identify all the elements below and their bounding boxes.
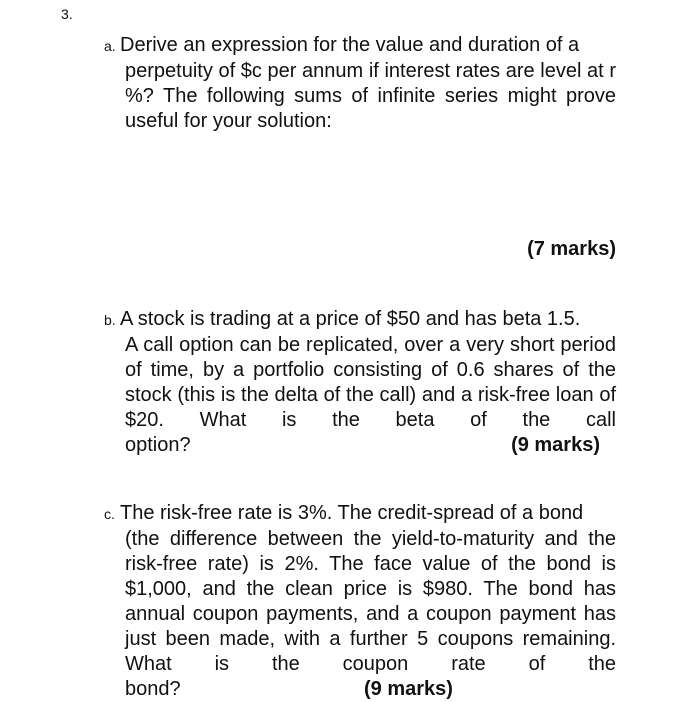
part-a: [104, 33, 616, 134]
part-a-body: perpetuity of $c per annum if interest rates are level at r %? The following sums of infinite series might prove useful for your solution:: [125, 60, 616, 132]
part-c-tail-text: bond?: [125, 678, 181, 700]
part-b: [104, 307, 616, 458]
question-number: 3.: [61, 6, 73, 22]
part-b-body: A call option can be replicated, over a very short period of time, by a portfolio consisting of 0.6 shares of the stock (this is the delta of the call) and a risk-free loan of $20. What is the beta of the call: [125, 334, 616, 431]
part-c-tail: [104, 677, 616, 702]
part-b-first-line: [104, 307, 616, 333]
part-c-first-text: The risk-free rate is 3%. The credit-spread of a bond: [120, 502, 584, 524]
part-c: [104, 501, 616, 702]
part-b-letter: b.: [104, 312, 116, 328]
part-b-first-text: A stock is trading at a price of $50 and has beta 1.5.: [120, 308, 581, 330]
part-b-tail: [104, 433, 616, 458]
part-c-first-line: [104, 501, 616, 527]
part-c-marks: (9 marks): [364, 678, 453, 700]
part-c-body: (the difference between the yield-to-maturity and the risk-free rate) is 2%. The face value of the bond is $1,000, and the clean price is $980. The bond has annual coupon payments, and a coupon payment has just been made, with a further 5 coupons remaining. What is the coupon rate of the: [125, 528, 616, 675]
part-a-marks: (7 marks): [527, 238, 616, 260]
part-a-first-text: Derive an expression for the value and duration of a: [120, 34, 580, 56]
part-b-marks: (9 marks): [511, 434, 600, 456]
part-b-tail-text: option?: [125, 434, 191, 456]
part-a-first-line: [104, 33, 616, 59]
part-c-letter: c.: [104, 506, 115, 522]
part-a-letter: a.: [104, 38, 116, 54]
